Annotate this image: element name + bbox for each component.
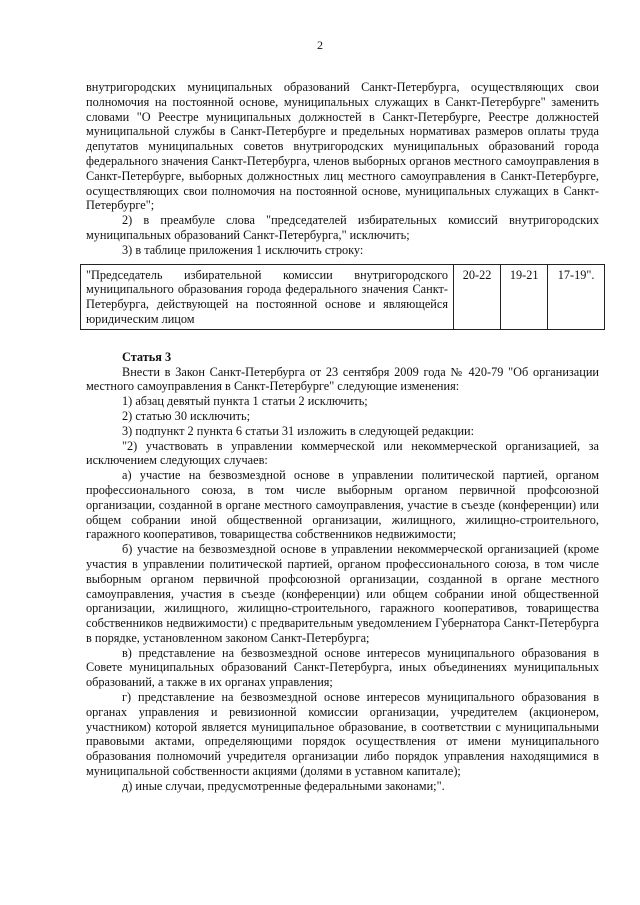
subitem-b: б) участие на безвозмездной основе в управлении некоммерческой организацией (кроме участия в управлении политической партией, органом профессионального союза, в том числе выборным органом первичной профсоюзной организации, созданной в органе местного самоуправления, участия в съезде (конференции) или общем собрании иной общественной организации, жилищного, жилищно-строительного, гаражного кооперативов, товарищества собственников недвижимости) с предварительным уведомлением Губернатора Санкт-Петербурга в порядке, установленном законом Санкт-Петербурга;	[86, 542, 599, 645]
subitem-v: в) представление на безвозмездной основе интересов муниципального образования в Совете муниципальных образований Санкт-Петербурга, иных объединениях муниципальных образований, а также в их органах управления;	[86, 645, 599, 690]
article-heading: Статья 3	[122, 349, 172, 364]
intro-paragraph: внутригородских муниципальных образований Санкт-Петербурга, осуществляющих свои полномочия на постоянной основе, муниципальных служащих в Санкт-Петербурге" заменить словами "О Реестре муниципальных должностей в Санкт-Петербурге, Реестре должностей муниципальной службы в Санкт-Петербурге и предельных нормативах размеров оплаты труда депутатов муниципальных советов внутригородских муниципальных образований города федерального значения Санкт-Петербурга, членов выборных органов местного самоуправления в Санкт-Петербурге, выборных должностных лиц местного самоуправления в Санкт-Петербурге, осуществляющих свои полномочия на постоянной основе, муниципальных служащих в Санкт-Петербурге";	[86, 80, 599, 213]
amendment-item-3: 3) в таблице приложения 1 исключить строку:	[122, 242, 364, 257]
document-body	[86, 80, 599, 794]
table-cell-description: "Председатель избирательной комиссии внутригородского муниципального образования города федерального значения Санкт-Петербурга, действующей на постоянной основе и являющейся юридическим лицом	[81, 264, 454, 329]
article-item-1: 1) абзац девятый пункта 1 статьи 2 исключить;	[122, 394, 368, 409]
table-row	[81, 264, 605, 329]
subitem-a: а) участие на безвозмездной основе в управлении политической партией, органом профессионального союза, в том числе выборным органом первичной профсоюзной организации, созданной в органе местного самоуправления, участие в съезде (конференции) или общем собрании иной общественной организации, жилищного, жилищно-строительного, гаражного кооперативов, товарищества собственников недвижимости;	[86, 468, 599, 542]
section-spacer	[86, 330, 599, 350]
page-number: 2	[317, 38, 323, 52]
table-cell-value-2: 19-21	[501, 264, 548, 329]
new-wording-paragraph: "2) участвовать в управлении коммерческой или некоммерческой организацией, за исключением следующих случаев:	[86, 438, 599, 468]
table-cell-value-1: 20-22	[454, 264, 501, 329]
table-cell-value-3: 17-19".	[548, 264, 605, 329]
article-item-2: 2) статью 30 исключить;	[122, 408, 251, 423]
amendment-item-2: 2) в преамбуле слова "председателей избирательных комиссий внутригородских муниципальных образований Санкт-Петербурга," исключить;	[86, 213, 599, 242]
subitem-d: д) иные случаи, предусмотренные федеральными законами;".	[122, 778, 445, 793]
article-paragraph: Внести в Закон Санкт-Петербурга от 23 сентября 2009 года № 420-79 "Об организации местного самоуправления в Санкт-Петербурге" следующие изменения:	[86, 364, 599, 394]
subitem-g: г) представление на безвозмездной основе интересов муниципального образования в органах управления и ревизионной комиссии организации, учредителем (акционером, участником) которой является муниципальное образование, в соответствии с муниципальными правовыми актами, определяющими порядок осуществления от имени муниципального образования полномочий учредителя организации либо порядок управления находящимися в муниципальной собственности акциями (долями в уставном капитале);	[86, 690, 599, 779]
excluded-row-table	[80, 264, 605, 330]
article-item-3: 3) подпункт 2 пункта 6 статьи 31 изложить в следующей редакции:	[122, 423, 475, 438]
